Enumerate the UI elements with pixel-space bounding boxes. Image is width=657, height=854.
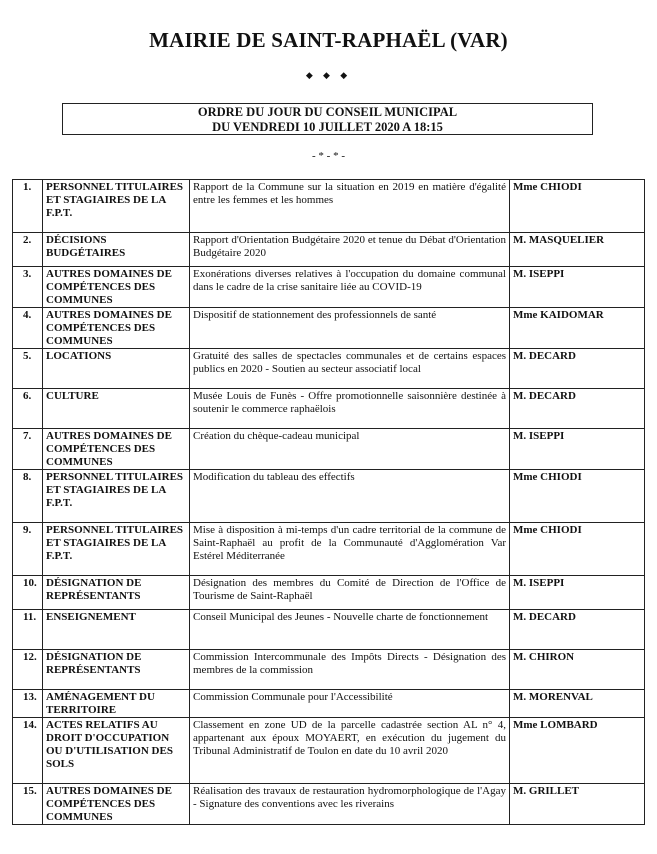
table-row: [13, 610, 645, 650]
item-domain: ENSEIGNEMENT: [43, 610, 190, 650]
item-number: 9.: [13, 523, 43, 576]
item-number: 4.: [13, 308, 43, 349]
item-rapporteur: Mme CHIODI: [510, 470, 645, 523]
ordre-title-line2: DU VENDREDI 10 JUILLET 2020 A 18:15: [212, 120, 443, 134]
table-row: [13, 650, 645, 690]
item-domain: AUTRES DOMAINES DE COMPÉTENCES DES COMMUNES: [43, 308, 190, 349]
item-rapporteur: Mme CHIODI: [510, 523, 645, 576]
item-number: 12.: [13, 650, 43, 690]
table-row: [13, 718, 645, 784]
item-domain: AMÉNAGEMENT DU TERRITOIRE: [43, 690, 190, 718]
item-subject: Gratuité des salles de spectacles communales et de certains espaces publics en 2020 - Soutien au secteur associatif local: [190, 349, 510, 389]
table-row: [13, 180, 645, 233]
item-subject: Réalisation des travaux de restauration hydromorphologique de l'Agay - Signature des conventions avec les riverains: [190, 784, 510, 825]
table-row: [13, 267, 645, 308]
table-row: [13, 233, 645, 267]
table-row: [13, 470, 645, 523]
item-rapporteur: M. GRILLET: [510, 784, 645, 825]
item-rapporteur: M. ISEPPI: [510, 267, 645, 308]
item-subject: Désignation des membres du Comité de Direction de l'Office de Tourisme de Saint-Raphaël: [190, 576, 510, 610]
item-subject: Rapport de la Commune sur la situation en 2019 en matière d'égalité entre les femmes et les hommes: [190, 180, 510, 233]
item-number: 11.: [13, 610, 43, 650]
item-rapporteur: M. DECARD: [510, 349, 645, 389]
item-number: 10.: [13, 576, 43, 610]
item-rapporteur: Mme LOMBARD: [510, 718, 645, 784]
item-number: 15.: [13, 784, 43, 825]
separator: - * - * -: [312, 150, 345, 162]
item-rapporteur: M. ISEPPI: [510, 576, 645, 610]
item-subject: Mise à disposition à mi-temps d'un cadre territorial de la commune de Saint-Raphaël au profit de la Communauté d'Agglomération Var Estérel Méditerranée: [190, 523, 510, 576]
item-subject: Rapport d'Orientation Budgétaire 2020 et tenue du Débat d'Orientation Budgétaire 2020: [190, 233, 510, 267]
item-subject: Dispositif de stationnement des professionnels de santé: [190, 308, 510, 349]
item-domain: AUTRES DOMAINES DE COMPÉTENCES DES COMMUNES: [43, 784, 190, 825]
table-row: [13, 349, 645, 389]
item-number: 2.: [13, 233, 43, 267]
item-domain: AUTRES DOMAINES DE COMPÉTENCES DES COMMUNES: [43, 429, 190, 470]
diamond-ornament-icon: ◆ ◆ ◆: [305, 70, 352, 80]
item-number: 6.: [13, 389, 43, 429]
item-subject: Conseil Municipal des Jeunes - Nouvelle charte de fonctionnement: [190, 610, 510, 650]
item-rapporteur: M. CHIRON: [510, 650, 645, 690]
table-row: [13, 784, 645, 825]
ordre-title-line1: ORDRE DU JOUR DU CONSEIL MUNICIPAL: [197, 105, 458, 119]
item-number: 5.: [13, 349, 43, 389]
item-rapporteur: M. MORENVAL: [510, 690, 645, 718]
item-rapporteur: M. DECARD: [510, 610, 645, 650]
item-domain: PERSONNEL TITULAIRES ET STAGIAIRES DE LA F.P.T.: [43, 523, 190, 576]
item-domain: PERSONNEL TITULAIRES ET STAGIAIRES DE LA F.P.T.: [43, 470, 190, 523]
ordre-du-jour-box: [62, 103, 593, 135]
table-row: [13, 523, 645, 576]
item-number: 13.: [13, 690, 43, 718]
item-number: 1.: [13, 180, 43, 233]
item-rapporteur: M. DECARD: [510, 389, 645, 429]
item-rapporteur: Mme CHIODI: [510, 180, 645, 233]
item-rapporteur: M. ISEPPI: [510, 429, 645, 470]
item-domain: LOCATIONS: [43, 349, 190, 389]
item-rapporteur: M. MASQUELIER: [510, 233, 645, 267]
item-domain: ACTES RELATIFS AU DROIT D'OCCUPATION OU D'UTILISATION DES SOLS: [43, 718, 190, 784]
page-title: MAIRIE DE SAINT-RAPHAËL (VAR): [149, 28, 508, 52]
item-number: 7.: [13, 429, 43, 470]
table-row: [13, 690, 645, 718]
table-row: [13, 576, 645, 610]
table-row: [13, 308, 645, 349]
item-subject: Commission Intercommunale des Impôts Directs - Désignation des membres de la commission: [190, 650, 510, 690]
item-number: 14.: [13, 718, 43, 784]
item-number: 8.: [13, 470, 43, 523]
table-row: [13, 429, 645, 470]
item-number: 3.: [13, 267, 43, 308]
item-subject: Modification du tableau des effectifs: [190, 470, 510, 523]
item-domain: PERSONNEL TITULAIRES ET STAGIAIRES DE LA F.P.T.: [43, 180, 190, 233]
table-row: [13, 389, 645, 429]
item-rapporteur: Mme KAIDOMAR: [510, 308, 645, 349]
item-domain: AUTRES DOMAINES DE COMPÉTENCES DES COMMUNES: [43, 267, 190, 308]
item-subject: Commission Communale pour l'Accessibilité: [190, 690, 510, 718]
item-domain: DÉSIGNATION DE REPRÉSENTANTS: [43, 650, 190, 690]
item-subject: Classement en zone UD de la parcelle cadastrée section AL n° 4, appartenant aux époux MOYAERT, en exécution du jugement du Tribunal Administratif de Toulon en date du 10 avril 2020: [190, 718, 510, 784]
item-subject: Musée Louis de Funès - Offre promotionnelle saisonnière destinée à soutenir le commerce raphaëlois: [190, 389, 510, 429]
agenda-table: [12, 179, 645, 825]
item-domain: CULTURE: [43, 389, 190, 429]
item-subject: Création du chèque-cadeau municipal: [190, 429, 510, 470]
item-subject: Exonérations diverses relatives à l'occupation du domaine communal dans le cadre de la crise sanitaire liée au COVID-19: [190, 267, 510, 308]
item-domain: DÉCISIONS BUDGÉTAIRES: [43, 233, 190, 267]
item-domain: DÉSIGNATION DE REPRÉSENTANTS: [43, 576, 190, 610]
